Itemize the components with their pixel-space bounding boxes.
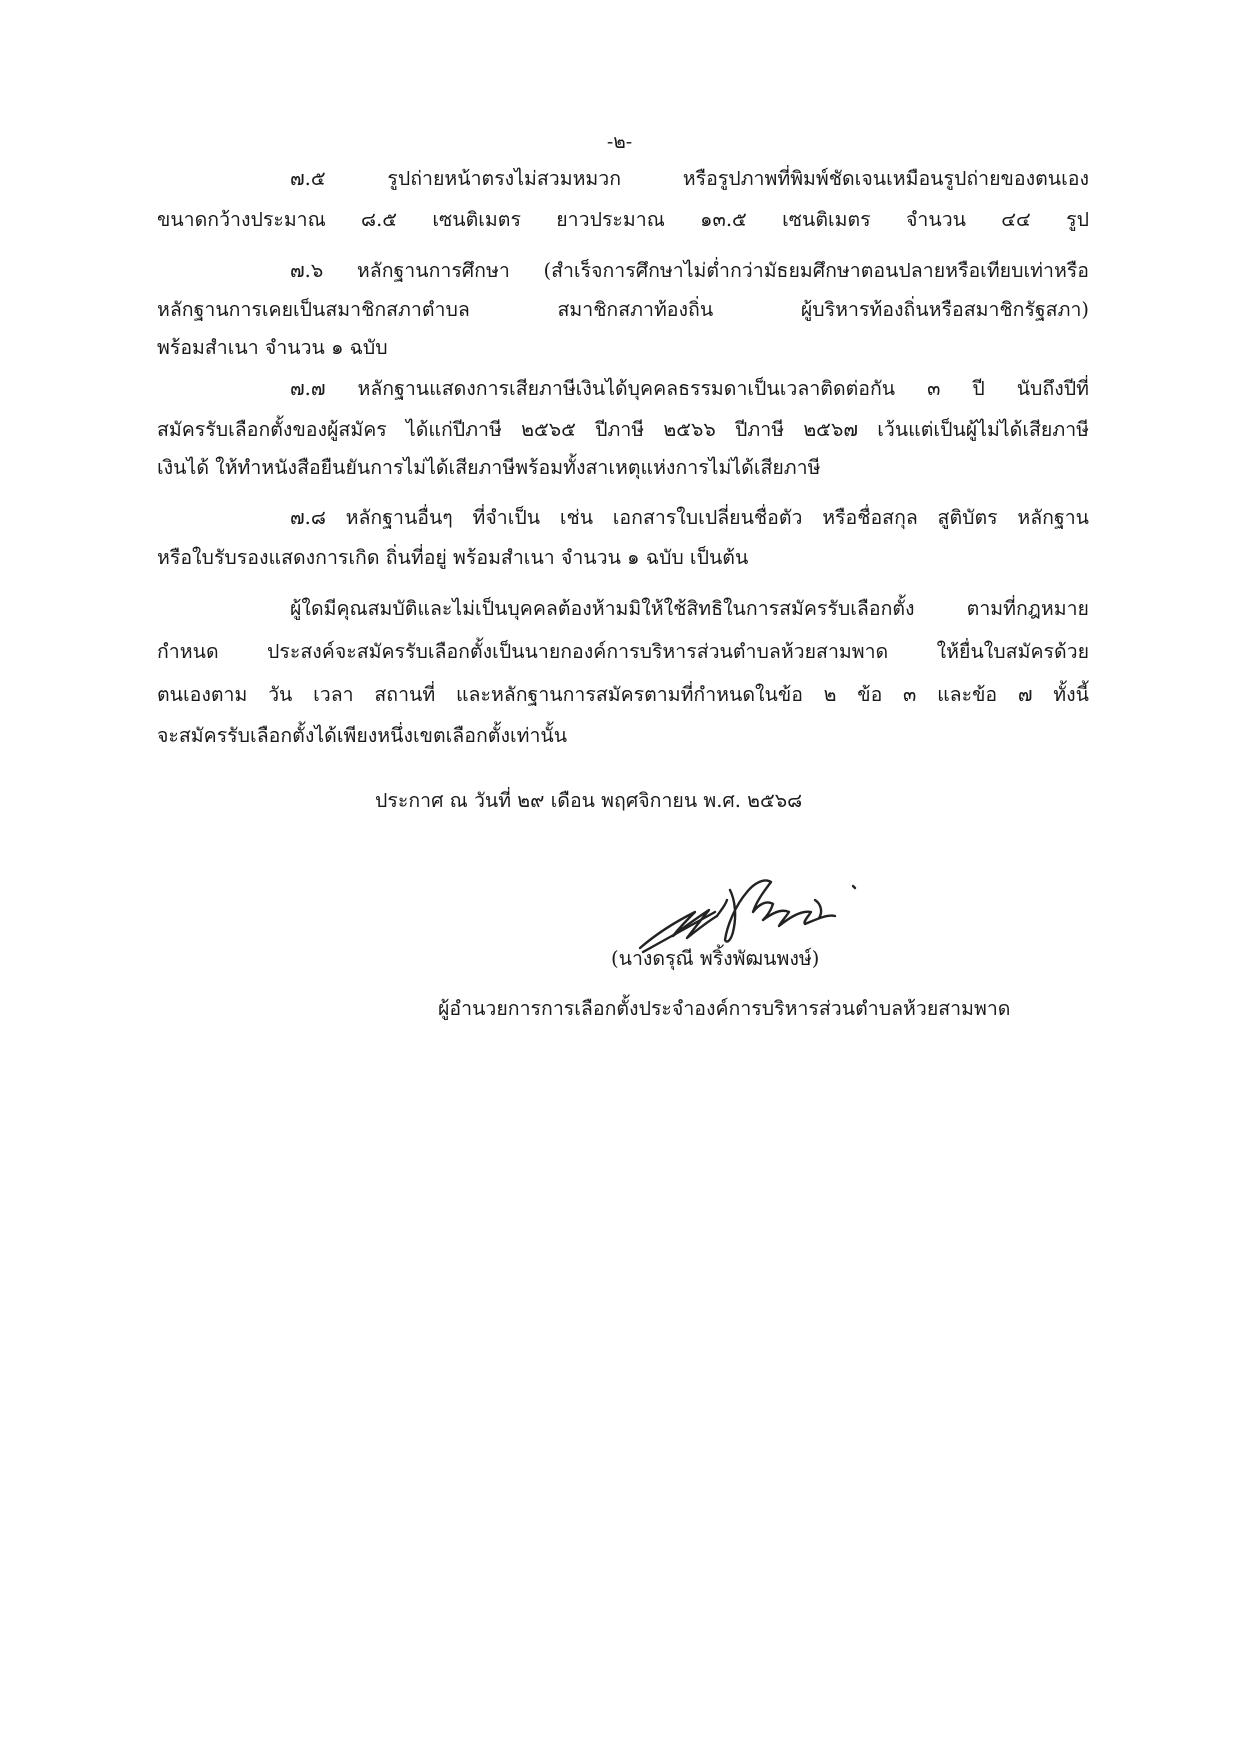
signer-title: ผู้อำนวยการการเลือกตั้งประจำองค์การบริหารส่วนตำบลห้วยสามพาด [438,997,1011,1020]
page-number: -๒- [606,131,633,153]
announcement-date: ประกาศ ณ วันที่ ๒๙ เดือน พฤศจิกายน พ.ศ. ๒๕๖๘ [375,789,803,812]
paragraph-7-6-line-2: หลักฐานการเคยเป็นสมาชิกสภาตำบล สมาชิกสภาท้องถิ่น ผู้บริหารท้องถิ่นหรือสมาชิกรัฐสภา) [157,298,1089,321]
paragraph-7-6-line-3: พร้อมสำเนา จำนวน ๑ ฉบับ [157,336,388,359]
paragraph-7-5-line-2: ขนาดกว้างประมาณ ๘.๕ เซนติเมตร ยาวประมาณ ๑๓.๕ เซนติเมตร จำนวน ๔๔ รูป [157,208,1089,231]
signer-name: (นางดรุณี พริ้งพัฒนพงษ์) [611,947,820,970]
paragraph-7-5-line-1: ๗.๕ รูปถ่ายหน้าตรงไม่สวมหมวก หรือรูปภาพที่พิมพ์ชัดเจนเหมือนรูปถ่ายของตนเอง [290,167,1089,190]
eligibility-line-3: ตนเองตาม วัน เวลา สถานที่ และหลักฐานการสมัครตามที่กำหนดในข้อ ๒ ข้อ ๓ และข้อ ๗ ทั้งนี้ [157,683,1089,706]
paragraph-7-6-line-1: ๗.๖ หลักฐานการศึกษา (สำเร็จการศึกษาไม่ต่ำกว่ามัธยมศึกษาตอนปลายหรือเทียบเท่าหรือ [290,259,1089,282]
eligibility-line-4: จะสมัครรับเลือกตั้งได้เพียงหนึ่งเขตเลือกตั้งเท่านั้น [157,724,568,747]
paragraph-7-7-line-3: เงินได้ ให้ทำหนังสือยืนยันการไม่ได้เสียภาษีพร้อมทั้งสาเหตุแห่งการไม่ได้เสียภาษี [157,456,821,479]
paragraph-7-7-line-2: สมัครรับเลือกตั้งของผู้สมัคร ได้แก่ปีภาษี ๒๕๖๕ ปีภาษี ๒๕๖๖ ปีภาษี ๒๕๖๗ เว้นแต่เป็นผู้ไม่ได้เสียภาษี [157,418,1089,441]
eligibility-line-2: กำหนด ประสงค์จะสมัครรับเลือกตั้งเป็นนายกองค์การบริหารส่วนตำบลห้วยสามพาด ให้ยื่นใบสมัครด้วย [157,640,1089,663]
eligibility-line-1: ผู้ใดมีคุณสมบัติและไม่เป็นบุคคลต้องห้ามมิให้ใช้สิทธิในการสมัครรับเลือกตั้ง ตามที่กฎหมาย [290,597,1089,620]
paragraph-7-8-line-1: ๗.๘ หลักฐานอื่นๆ ที่จำเป็น เช่น เอกสารใบเปลี่ยนชื่อตัว หรือชื่อสกุล สูติบัตร หลักฐาน [290,506,1089,529]
paragraph-7-8-line-2: หรือใบรับรองแสดงการเกิด ถิ่นที่อยู่ พร้อมสำเนา จำนวน ๑ ฉบับ เป็นต้น [157,546,749,569]
paragraph-7-7-line-1: ๗.๗ หลักฐานแสดงการเสียภาษีเงินได้บุคคลธรรมดาเป็นเวลาติดต่อกัน ๓ ปี นับถึงปีที่ [290,377,1089,400]
